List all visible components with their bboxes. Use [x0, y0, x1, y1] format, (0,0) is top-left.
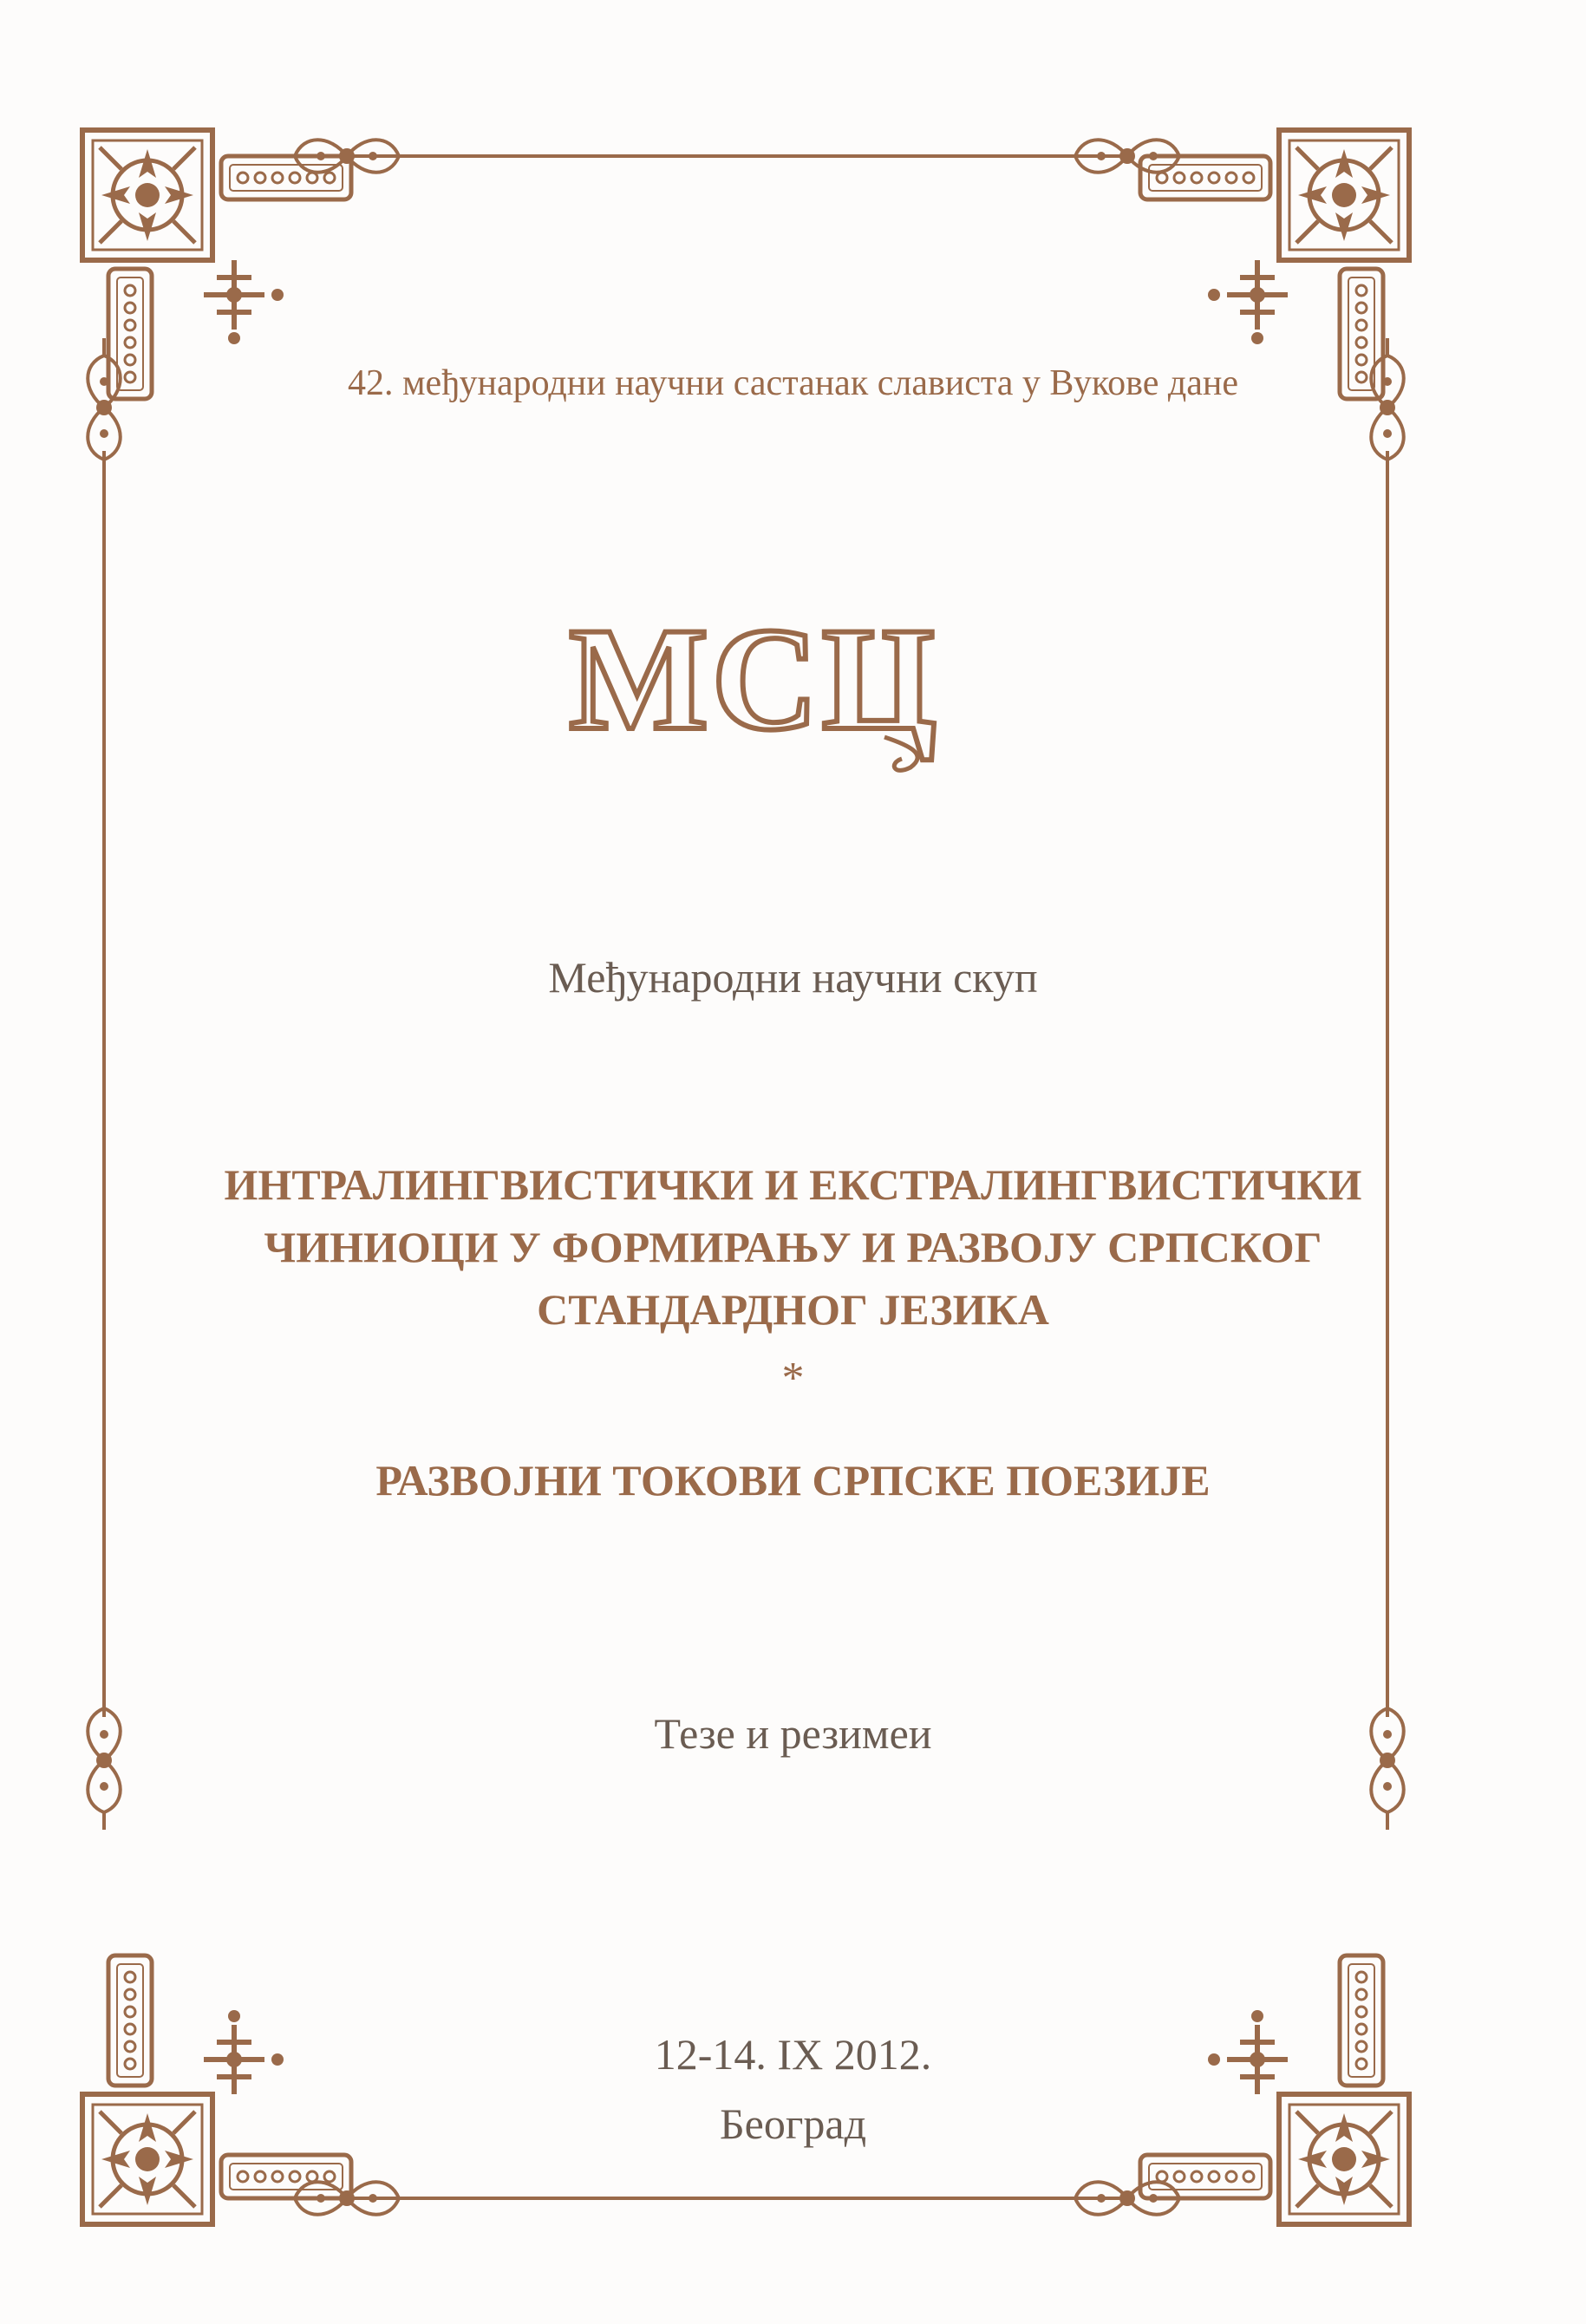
- event-subtitle: Међународни научни скуп: [548, 953, 1038, 1002]
- conference-line: 42. међународни научни састанак слависта у Вукове дане: [347, 363, 1239, 403]
- event-city: Београд: [719, 2099, 867, 2148]
- separator-asterisk: *: [781, 1354, 805, 1403]
- second-title: РАЗВОЈНИ ТОКОВИ СРПСКЕ ПОЕЗИЈЕ: [375, 1456, 1211, 1505]
- logo-text: МСЦ: [569, 598, 940, 761]
- publication-type: Тезе и резимеи: [654, 1709, 932, 1758]
- main-title-line: СТАНДАРДНОГ ЈЕЗИКА: [537, 1285, 1049, 1334]
- ornament-corner-icon: [1140, 1955, 1409, 2224]
- ornament-corner-icon: [1140, 130, 1409, 399]
- main-title-line: ЧИНИОЦИ У ФОРМИРАЊУ И РАЗВОЈУ СРПСКОГ: [264, 1223, 1322, 1271]
- msc-logo: [546, 598, 963, 789]
- main-title: [0, 1153, 1586, 1341]
- event-date: 12-14. IX 2012.: [654, 2030, 932, 2079]
- main-title-line: ИНТРАЛИНГВИСТИЧКИ И ЕКСТРАЛИНГВИСТИЧКИ: [224, 1160, 1362, 1209]
